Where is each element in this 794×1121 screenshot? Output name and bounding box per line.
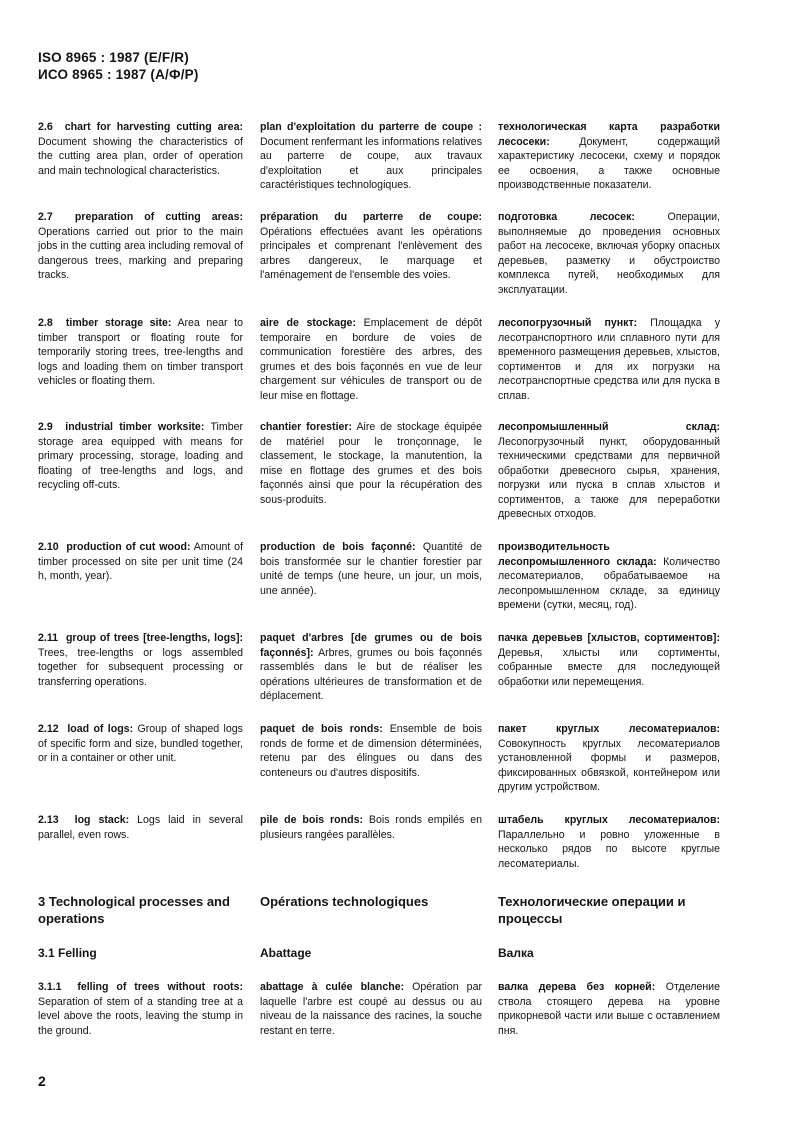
entry-term-ru: подготовка лесосек <box>498 211 632 223</box>
entry-ru: лесопромышленный склад: Лесопогрузочный пункт, оборудованный техническими средствами для первичной обработки древесного сырья, хранения, погрузки или пуска в сплав хлыстов и сортиментов, а также для переработки древесных отходов. <box>498 421 720 520</box>
entry-fr: aire de stockage: Emplacement de dépôt temporaire en bordure de voies de communication forestière des arbres, des grumes et des bois façonnés en vue de leur chargement sur véhicules de transport ou de leur mise en flottage. <box>260 317 483 402</box>
entry-term-fr: paquet d'arbres [de grumes ou de bois façonnés] <box>260 632 482 659</box>
entry-term-fr: plan d'exploitation du parterre de coupe <box>260 121 474 133</box>
entry-number: 2.11 <box>38 632 59 644</box>
entry-term-en: industrial timber worksite <box>65 421 201 433</box>
entry-number: 2.7 <box>38 211 53 223</box>
entry-ru: производительность лесопромышленного склада: Количество лесоматериалов, обрабатываемое на лесопромышленном складе, за единицу времени (сутки, месяц, год). <box>498 541 720 611</box>
entry-ru: лесопогрузочный пункт: Площадка у лесотранспортного или сплавного пути для временного размещения деревьев, хлыстов, сортиментов и для их погрузки на лесотранспортные средства или для пуска в сплав. <box>498 317 720 402</box>
entry-fr: préparation du parterre de coupe: Opérations effectuées avant les opérations principales et comprenant l'enlèvement des arbres dangereux, le marquage et l'aménagement de l'ensemble des voies. <box>260 211 482 281</box>
entry-definition-ru: Площадка у лесотранспортного или сплавного пути для временного размещения деревьев, хлыстов, сортиментов и для их погрузки на лесотранспортные средства или для пуска в сплав. <box>498 317 720 402</box>
entry-term-fr: chantier forestier <box>260 421 349 433</box>
header-line-cyrillic: ИСО 8965 : 1987 (А/Ф/Р) <box>38 66 199 82</box>
entry-definition-en: Logs laid in several parallel, even rows. <box>38 814 243 841</box>
entry-en: 2.10 production of cut wood: Amount of timber processed on site per unit time (24 h, month, year). <box>38 541 244 582</box>
entry-definition-en: Document showing the characteristics of the cutting area plan, order of operation and main technological characteristics. <box>38 135 243 177</box>
entry-en: 2.7 preparation of cutting areas: Operations carried out prior to the main jobs in the cutting area including removal of dangerous trees, marking and preparing tracks. <box>38 211 243 281</box>
entry-fr: production de bois façonné: Quantité de bois transformée sur le chantier forestier par unité de temps (une heure, un jour, un mois, une année). <box>260 541 482 597</box>
entry-ru: штабель круглых лесоматериалов: Параллельно и ровно уложенные в несколько рядов по высоте круглые лесоматериалы. <box>498 814 720 870</box>
entry-term-ru: лесопромышленный склад <box>498 421 717 433</box>
entry-term-en: chart for harvesting cutting area <box>64 121 240 133</box>
entry-ru: валка дерева без корней: Отделение ствола стоящего дерева на уровне прикорневой части или выше с оставлением пня. <box>498 981 720 1037</box>
page-number: 2 <box>38 1073 46 1089</box>
entry-definition-ru: Количество лесоматериалов, обрабатываемое на лесопромышленном складе, за единицу времени (сутки, месяц, год). <box>498 555 720 611</box>
entry-term-fr: pile de bois ronds <box>260 814 360 826</box>
section-title-ru: Технологические операции и процессы <box>498 894 686 926</box>
entry-term-fr: abattage à culée blanche <box>260 981 401 993</box>
entry-number: 2.10 <box>38 541 59 553</box>
entry-en: 2.12 load of logs: Group of shaped logs of specific form and size, bundled together, or in a container or other unit. <box>38 723 243 764</box>
entry-en: 3.1.1 felling of trees without roots: Separation of stem of a standing tree at a level above the roots, leaving the stump in the ground. <box>38 981 243 1037</box>
entry-term-ru: технологическая карта разработки лесосеки <box>498 121 720 148</box>
entry-definition-ru: Отделение ствола стоящего дерева на уровне прикорневой части или выше с оставлением пня. <box>498 981 720 1037</box>
entry-fr: paquet de bois ronds: Ensemble de bois ronds de forme et de dimension déterminées, retenu par des élingues ou dans des conteneurs ou d'autres dispositifs. <box>260 723 483 779</box>
entry-definition-en: Area near to timber transport or floating route for temporarily storing trees, tree-lengths and logs and loading them on timber transport vehicles or floating them. <box>38 317 243 387</box>
subsection-title-ru: Валка <box>498 946 534 960</box>
entry-definition-fr: Bois ronds empilés en plusieurs rangées parallèles. <box>260 814 482 841</box>
entry-definition-fr: Emplacement de dépôt temporaire en bordure de voies de communication forestière des arbres, des grumes et des bois façonnés en vue de leur chargement sur véhicules de transport ou de leur mise en flottage. <box>260 317 483 402</box>
entry-ru: пачка деревьев [хлыстов, сортиментов]: Деревья, хлысты или сортименты, собранные вместе для последующей обработки или перемещения. <box>498 632 720 688</box>
entry-term-fr: aire de stockage <box>260 317 353 329</box>
entry-number: 2.13 <box>38 814 59 826</box>
subsection-title-fr: Abattage <box>260 946 312 960</box>
entry-ru: технологическая карта разработки лесосеки: Документ, содержащий характеристику лесосеки, схему и порядок ее освоения, а также основные производственные показатели. <box>498 121 720 191</box>
entry-term-ru: пачка деревьев [хлыстов, сортиментов] <box>498 632 717 644</box>
entry-term-ru: пакет круглых лесоматериалов <box>498 723 717 735</box>
entry-fr: paquet d'arbres [de grumes ou de bois façonnés]: Arbres, grumes ou bois façonnés rassemblés dans le but de réaliser les opérations ultérieures de transformation et de déplacement. <box>260 632 482 702</box>
entry-en: 2.8 timber storage site: Area near to timber transport or floating route for temporarily storing trees, tree-lengths and logs and loading them on timber transport vehicles or floating them. <box>38 317 243 387</box>
entry-definition-ru: Параллельно и ровно уложенные в несколько рядов по высоте круглые лесоматериалы. <box>498 828 720 870</box>
entry-term-en: load of logs <box>67 723 130 735</box>
entry-number: 3.1.1 <box>38 981 62 993</box>
entry-definition-ru: Документ, содержащий характеристику лесосеки, схему и порядок ее освоения, а также основные производственные показатели. <box>498 135 720 191</box>
entry-definition-fr: Opération par laquelle l'arbre est coupé au dessus ou au niveau de la naissance des racines, la souche restant en terre. <box>260 981 482 1037</box>
section-title-en: 3 Technological processes and operations <box>38 894 230 926</box>
entry-fr: abattage à culée blanche: Opération par laquelle l'arbre est coupé au dessus ou au niveau de la naissance des racines, la souche restant en terre. <box>260 981 482 1037</box>
entry-term-fr: paquet de bois ronds <box>260 723 380 735</box>
entry-definition-fr: Aire de stockage équipée de matériel pour le tronçonnage, le classement, le stockage, la manutention, la mise en flottage des grumes et des bois façonnés ainsi que pour la récupération des sous-produits. <box>260 421 482 506</box>
entry-number: 2.9 <box>38 421 53 433</box>
entry-definition-en: Group of shaped logs of specific form and size, bundled together, or in a container or other unit. <box>38 723 243 764</box>
entry-definition-fr: Document renfermant les informations relatives au parterre de coupe, aux travaux d'exploitation et aux principales caractéristiques technologiques. <box>260 135 482 191</box>
entry-en: 2.6 chart for harvesting cutting area: Document showing the characteristics of the cutting area plan, order of operation and main technological characteristics. <box>38 121 243 177</box>
entry-en: 2.11 group of trees [tree-lengths, logs]: Trees, tree-lengths or logs assembled together for subsequent processing or transferring operations. <box>38 632 244 688</box>
entry-term-ru: лесопогрузочный пункт <box>498 317 634 329</box>
entry-definition-fr: Quantité de bois transformée sur le chantier forestier par unité de temps (une heure, un jour, un mois, une année). <box>260 541 482 597</box>
entry-definition-fr: Ensemble de bois ronds de forme et de dimension déterminées, retenu par des élingues ou dans des conteneurs ou d'autres dispositifs. <box>260 723 483 779</box>
entry-fr: chantier forestier: Aire de stockage équipée de matériel pour le tronçonnage, le classement, le stockage, la manutention, la mise en flottage des grumes et des bois façonnés ainsi que pour la récupération des sous-produits. <box>260 421 482 506</box>
entry-definition-fr: Arbres, grumes ou bois façonnés rassemblés dans le but de réaliser les opérations ultérieures de transformation et de déplacement. <box>260 646 482 702</box>
entry-term-en: felling of trees without roots <box>77 981 240 993</box>
section-title-fr: Opérations technologiques <box>260 894 429 909</box>
entry-term-en: production of cut wood <box>66 541 187 553</box>
entry-term-ru: штабель круглых лесоматериалов <box>498 814 717 826</box>
entry-term-fr: préparation du parterre de coupe <box>260 211 479 223</box>
entry-term-en: timber storage site <box>65 317 168 329</box>
entry-en: 2.13 log stack: Logs laid in several parallel, even rows. <box>38 814 243 841</box>
entry-term-fr: production de bois façonné <box>260 541 412 553</box>
entry-number: 2.8 <box>38 317 53 329</box>
entry-definition-ru: Совокупность круглых лесоматериалов установленной формы и размеров, фиксированных обвязкой, контейнером или другим устройством. <box>498 737 720 793</box>
entry-number: 2.12 <box>38 723 59 735</box>
entry-ru: пакет круглых лесоматериалов: Совокупность круглых лесоматериалов установленной формы и размеров, фиксированных обвязкой, контейнером или другим устройством. <box>498 723 720 793</box>
entry-definition-en: Separation of stem of a standing tree at a level above the roots, leaving the stump in the ground. <box>38 995 243 1037</box>
entry-fr: pile de bois ronds: Bois ronds empilés en plusieurs rangées parallèles. <box>260 814 482 841</box>
entry-term-en: preparation of cutting areas <box>74 211 240 223</box>
entry-definition-en: Trees, tree-lengths or logs assembled together for subsequent processing or transferring operations. <box>38 646 243 688</box>
entry-definition-en: Amount of timber processed on site per unit time (24 h, month, year). <box>38 541 244 582</box>
entry-definition-en: Operations carried out prior to the main jobs in the cutting area including removal of dangerous trees, marking and preparing tracks. <box>38 225 243 281</box>
entry-en: 2.9 industrial timber worksite: Timber storage area equipped with means for primary processing, storage, loading and floating of tree-lengths and logs, and recycling off-cuts. <box>38 421 244 491</box>
entry-term-ru: валка дерева без корней <box>498 981 652 993</box>
entry-definition-en: Timber storage area equipped with means for primary processing, storage, loading and floating of tree-lengths and logs, and recycling off-cuts. <box>38 421 244 491</box>
entry-ru: подготовка лесосек: Операции, выполняемые до проведения основных работ на лесосеке, включая уборку опасных деревьев, разметку и обустроиство комплекса путей, необходимых для эксплуатации. <box>498 211 720 296</box>
header-line-latin: ISO 8965 : 1987 (E/F/R) <box>38 50 189 65</box>
subsection-title-en: 3.1 Felling <box>38 946 97 960</box>
entry-definition-ru: Операции, выполняемые до проведения основных работ на лесосеке, включая уборку опасных деревьев, разметку и обустроиство комплекса путей, необходимых для эксплуатации. <box>498 211 720 296</box>
entry-term-ru: производительность лесопромышленного склада <box>498 541 654 568</box>
entry-definition-ru: Деревья, хлысты или сортименты, собранные вместе для последующей обработки или перемещения. <box>498 646 720 688</box>
entry-term-en: log stack <box>74 814 126 826</box>
entry-definition-ru: Лесопогрузочный пункт, оборудованный техническими средствами для первичной обработки древесного сырья, хранения, погрузки или пуска в сплав хлыстов и сортиментов, а также для переработки древесных отходов. <box>498 435 720 520</box>
entry-definition-fr: Opérations effectuées avant les opérations principales et comprenant l'enlèvement des arbres dangereux, le marquage et l'aménagement de l'ensemble des voies. <box>260 225 482 281</box>
entry-term-en: group of trees [tree-lengths, logs] <box>65 632 240 644</box>
entry-number: 2.6 <box>38 121 53 133</box>
entry-fr: plan d'exploitation du parterre de coupe : Document renfermant les informations relatives au parterre de coupe, aux travaux d'exploitation et aux principales caractéristiques technologiques. <box>260 121 482 191</box>
document-header <box>38 50 199 83</box>
